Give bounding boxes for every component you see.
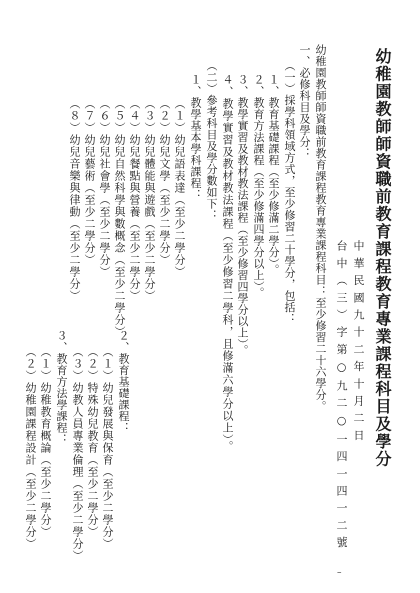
- course-item: （２）幼兒文學（至少二學分）: [158, 98, 171, 266]
- intro-line: 幼稚園教師師資職前教育課程教育專業課程科目：至少修習二十六學分。: [314, 44, 327, 412]
- course-item: （４）幼兒餐點與營養（至少二學分）: [128, 98, 141, 302]
- section-heading: 一、必修科目及學分：: [298, 44, 311, 159]
- issue-number: 台中（三）字第○九二○一四一四一二號: [335, 240, 348, 554]
- course-item: （６）幼兒社會學（至少二學分）: [98, 98, 111, 278]
- page-mark: –: [337, 568, 342, 578]
- list-item: ３、教學實習及教材教法課程（至少修習四學分以上）。: [236, 74, 249, 356]
- list-item: ２、教育方法課程（至少修滿四學分以上）。: [252, 74, 265, 299]
- document-title: 幼稚園教師師資職前教育課程教育專業課程科目及學分: [373, 48, 392, 468]
- course-item: （７）幼兒藝術（至少二學分）: [83, 98, 96, 266]
- course-item: （１）幼兒發展與保育（至少二學分）: [101, 346, 114, 550]
- course-item: （２）特殊幼兒教育（至少二學分）: [86, 346, 99, 538]
- issue-date: 中華民國九十二年十月二日: [352, 240, 365, 447]
- subsection-heading: （二）參考科目及學分數如下：: [205, 60, 218, 221]
- course-item: （８）幼兒音樂與律動（至少二學分）: [68, 98, 81, 302]
- course-item: （２）幼稚園課程設計（至少二學分）: [24, 346, 37, 550]
- list-item: ４、教學實習及教材教法課程（至少修習二學科，且修滿六學分以上）。: [221, 74, 234, 453]
- course-item: （１）幼稚教育概論（至少二學分）: [39, 346, 52, 538]
- course-item: （３）幼兒體能與遊戲（至少二學分）: [143, 98, 156, 302]
- group-heading: １、教學基本學科課程：: [189, 74, 202, 201]
- list-item: １、教育基礎課程（至少修滿二學分）。: [267, 74, 280, 276]
- group-heading: ２、教育基礎課程：: [117, 330, 130, 434]
- course-item: （１）幼兒語表達（至少二學分）: [173, 98, 186, 278]
- group-heading: ３、教育方法學課程：: [55, 330, 68, 445]
- course-item: （３）幼教人員專業倫理（至少二學分）: [71, 346, 84, 562]
- subsection-heading: （一）採學科領域方式，至少修習二十學分，包括：: [283, 60, 296, 325]
- course-item: （５）幼兒自然科學與數概念（至少二學分）: [113, 98, 126, 338]
